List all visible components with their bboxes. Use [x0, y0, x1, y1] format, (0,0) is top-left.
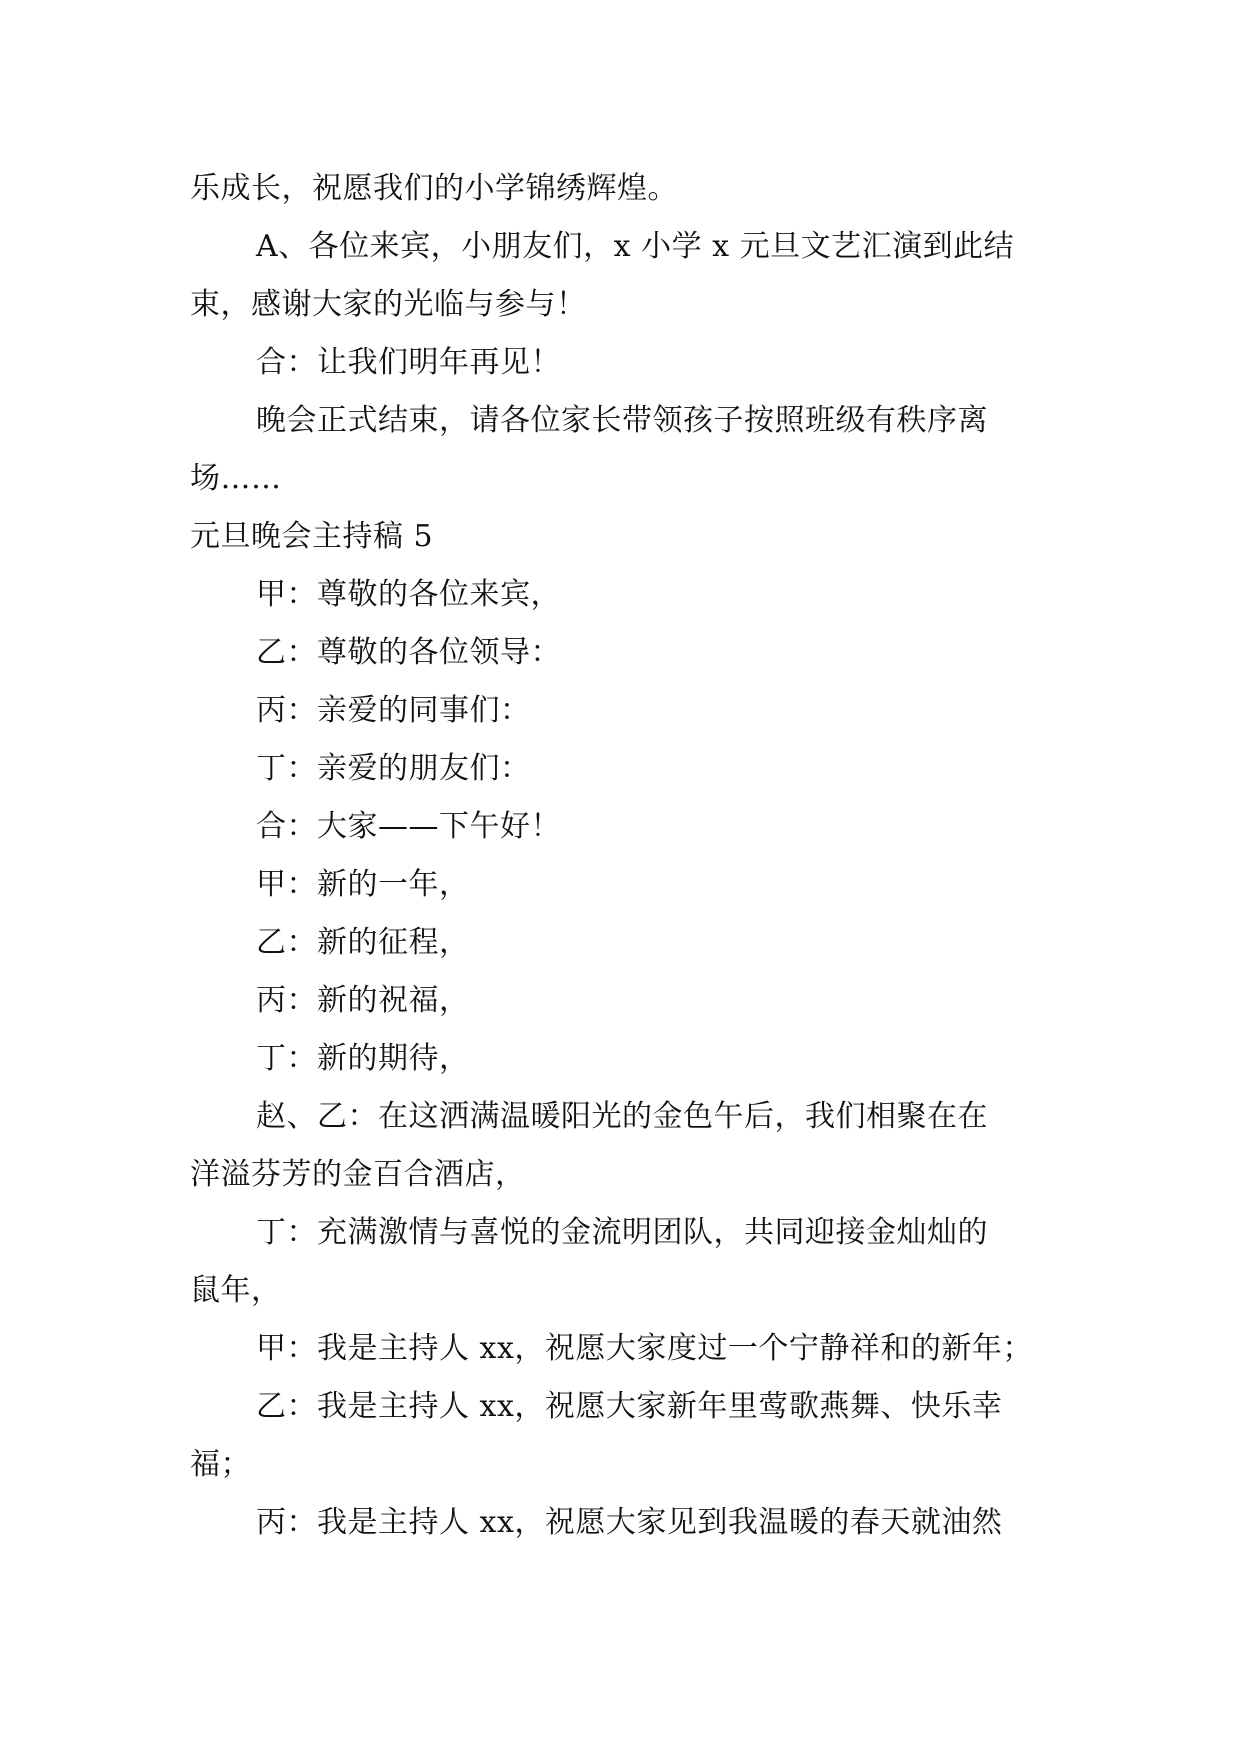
text-line: 丙：新的祝福，	[256, 983, 470, 1018]
text-line: 合：大家——下午好！	[256, 809, 561, 844]
text-line: 乐成长，祝愿我们的小学锦绣辉煌。	[190, 171, 678, 206]
text-line: 丙：亲爱的同事们：	[256, 693, 531, 728]
text-line: 丁：充满激情与喜悦的金流明团队，共同迎接金灿灿的	[256, 1215, 988, 1250]
text-line: 束，感谢大家的光临与参与！	[190, 287, 587, 322]
text-line: 乙：新的征程，	[256, 925, 470, 960]
text-line: 鼠年，	[190, 1273, 282, 1308]
text-line: 甲：我是主持人 xx，祝愿大家度过一个宁静祥和的新年；	[256, 1331, 1033, 1366]
text-line: A、各位来宾，小朋友们，x 小学 x 元旦文艺汇演到此结	[256, 229, 1015, 264]
text-line: 丙：我是主持人 xx，祝愿大家见到我温暖的春天就油然	[256, 1505, 1003, 1540]
document-body	[190, 160, 1050, 1552]
text-line: 乙：我是主持人 xx，祝愿大家新年里莺歌燕舞、快乐幸	[256, 1389, 1003, 1424]
text-line: 赵、乙：在这洒满温暖阳光的金色午后，我们相聚在在	[256, 1099, 988, 1134]
text-line: 丁：新的期待，	[256, 1041, 470, 1076]
text-line: 丁：亲爱的朋友们：	[256, 751, 531, 786]
text-line: 合：让我们明年再见！	[256, 345, 561, 380]
text-line: 甲：尊敬的各位来宾，	[256, 577, 561, 612]
text-line: 洋溢芬芳的金百合酒店，	[190, 1157, 526, 1192]
text-line: 乙：尊敬的各位领导：	[256, 635, 561, 670]
text-line: 场……	[190, 461, 282, 496]
text-line: 甲：新的一年，	[256, 867, 470, 902]
text-line: 福；	[190, 1447, 251, 1482]
text-line: 晚会正式结束，请各位家长带领孩子按照班级有秩序离	[256, 403, 988, 438]
section-heading: 元旦晚会主持稿 5	[190, 519, 434, 554]
